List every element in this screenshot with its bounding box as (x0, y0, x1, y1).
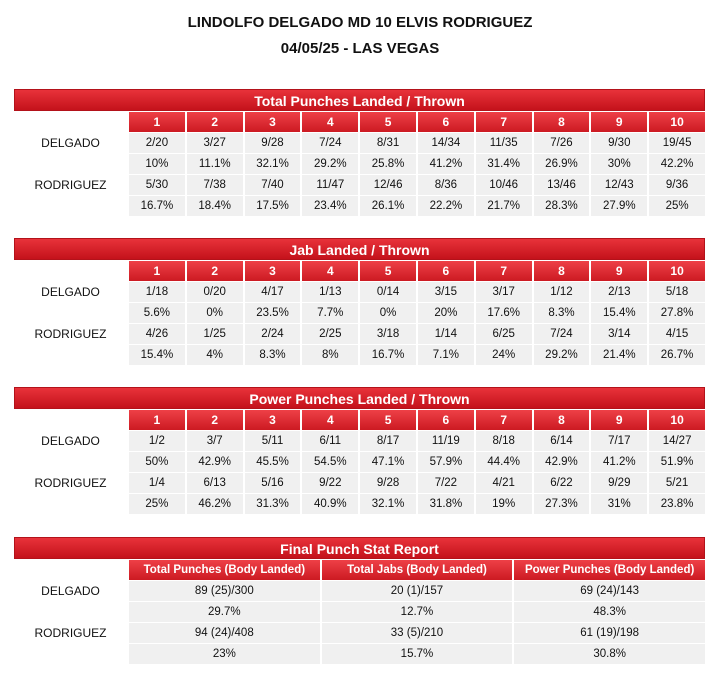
stat-table (12, 111, 707, 216)
landed-thrown-cell: 5/16 (245, 472, 301, 493)
percentage-cell: 0% (187, 302, 243, 323)
final-column-header: Total Jabs (Body Landed) (322, 559, 513, 580)
table-row (14, 622, 705, 643)
round-header: 4 (302, 111, 358, 132)
round-header: 5 (360, 409, 416, 430)
percentage-cell: 26.7% (649, 344, 705, 365)
round-header: 5 (360, 260, 416, 281)
round-header: 7 (476, 111, 532, 132)
landed-thrown-cell: 2/20 (129, 132, 185, 153)
fighter-name: DELGADO (14, 281, 127, 302)
landed-thrown-cell: 9/28 (360, 472, 416, 493)
round-header: 9 (591, 409, 647, 430)
round-header: 7 (476, 260, 532, 281)
percentage-cell: 29.2% (534, 344, 590, 365)
percentage-cell: 41.2% (418, 153, 474, 174)
percentage-cell: 42.9% (187, 451, 243, 472)
percentage-cell: 22.2% (418, 195, 474, 216)
landed-thrown-cell: 6/14 (534, 430, 590, 451)
landed-thrown-cell: 9/22 (302, 472, 358, 493)
section-title: Jab Landed / Thrown (14, 238, 705, 260)
final-count-cell: 89 (25)/300 (129, 580, 320, 601)
final-count-cell: 69 (24)/143 (514, 580, 705, 601)
landed-thrown-cell: 1/13 (302, 281, 358, 302)
percentage-cell: 10% (129, 153, 185, 174)
fighter-name: RODRIGUEZ (14, 323, 127, 344)
landed-thrown-cell: 5/18 (649, 281, 705, 302)
percentage-cell: 42.9% (534, 451, 590, 472)
landed-thrown-cell: 2/13 (591, 281, 647, 302)
landed-thrown-cell: 7/22 (418, 472, 474, 493)
final-percentage-cell: 48.3% (514, 601, 705, 622)
section-title: Final Punch Stat Report (14, 537, 705, 559)
round-header: 2 (187, 111, 243, 132)
section-title: Power Punches Landed / Thrown (14, 387, 705, 409)
landed-thrown-cell: 1/2 (129, 430, 185, 451)
round-header-row (14, 111, 705, 132)
percentage-cell: 11.1% (187, 153, 243, 174)
percentage-cell: 20% (418, 302, 474, 323)
round-header: 1 (129, 111, 185, 132)
table-row (14, 323, 705, 344)
percentage-cell: 8% (302, 344, 358, 365)
landed-thrown-cell: 14/34 (418, 132, 474, 153)
percentage-cell: 28.3% (534, 195, 590, 216)
percentage-cell: 23.4% (302, 195, 358, 216)
landed-thrown-cell: 3/18 (360, 323, 416, 344)
table-row (14, 281, 705, 302)
landed-thrown-cell: 2/25 (302, 323, 358, 344)
table-row (14, 132, 705, 153)
fighter-name: RODRIGUEZ (14, 174, 127, 195)
round-header: 1 (129, 260, 185, 281)
landed-thrown-cell: 8/18 (476, 430, 532, 451)
section-title: Total Punches Landed / Thrown (14, 89, 705, 111)
landed-thrown-cell: 0/20 (187, 281, 243, 302)
stat-table (12, 260, 707, 365)
table-row (14, 302, 705, 323)
landed-thrown-cell: 3/17 (476, 281, 532, 302)
percentage-cell: 47.1% (360, 451, 416, 472)
final-count-cell: 20 (1)/157 (322, 580, 513, 601)
percentage-cell: 44.4% (476, 451, 532, 472)
round-header: 1 (129, 409, 185, 430)
landed-thrown-cell: 3/27 (187, 132, 243, 153)
landed-thrown-cell: 11/47 (302, 174, 358, 195)
percentage-cell: 18.4% (187, 195, 243, 216)
percentage-cell: 57.9% (418, 451, 474, 472)
landed-thrown-cell: 14/27 (649, 430, 705, 451)
table-row (14, 472, 705, 493)
percentage-cell: 8.3% (245, 344, 301, 365)
percentage-cell: 27.3% (534, 493, 590, 514)
round-header: 3 (245, 111, 301, 132)
stat-table (12, 409, 707, 514)
final-percentage-cell: 29.7% (129, 601, 320, 622)
landed-thrown-cell: 1/12 (534, 281, 590, 302)
landed-thrown-cell: 4/17 (245, 281, 301, 302)
percentage-cell: 31% (591, 493, 647, 514)
page-title: LINDOLFO DELGADO MD 10 ELVIS RODRIGUEZ (187, 14, 533, 31)
fighter-name: DELGADO (14, 430, 127, 451)
round-header: 8 (534, 260, 590, 281)
round-header: 5 (360, 111, 416, 132)
landed-thrown-cell: 4/15 (649, 323, 705, 344)
landed-thrown-cell: 11/19 (418, 430, 474, 451)
landed-thrown-cell: 1/14 (418, 323, 474, 344)
table-row (14, 580, 705, 601)
percentage-cell: 32.1% (360, 493, 416, 514)
round-header: 8 (534, 111, 590, 132)
landed-thrown-cell: 2/24 (245, 323, 301, 344)
landed-thrown-cell: 6/25 (476, 323, 532, 344)
round-header: 3 (245, 260, 301, 281)
percentage-cell: 54.5% (302, 451, 358, 472)
landed-thrown-cell: 8/36 (418, 174, 474, 195)
landed-thrown-cell: 5/21 (649, 472, 705, 493)
percentage-cell: 41.2% (591, 451, 647, 472)
percentage-cell: 23.8% (649, 493, 705, 514)
landed-thrown-cell: 0/14 (360, 281, 416, 302)
round-header: 8 (534, 409, 590, 430)
final-percentage-cell: 23% (129, 643, 320, 664)
landed-thrown-cell: 6/11 (302, 430, 358, 451)
percentage-cell: 16.7% (360, 344, 416, 365)
round-header-row (14, 409, 705, 430)
percentage-cell: 30% (591, 153, 647, 174)
table-row (14, 195, 705, 216)
round-header: 9 (591, 111, 647, 132)
percentage-cell: 31.4% (476, 153, 532, 174)
final-count-cell: 94 (24)/408 (129, 622, 320, 643)
table-row (14, 493, 705, 514)
percentage-cell: 27.8% (649, 302, 705, 323)
percentage-cell: 7.7% (302, 302, 358, 323)
table-row (14, 153, 705, 174)
percentage-cell: 23.5% (245, 302, 301, 323)
final-report-section (14, 537, 705, 664)
percentage-cell: 4% (187, 344, 243, 365)
landed-thrown-cell: 7/26 (534, 132, 590, 153)
percentage-cell: 17.5% (245, 195, 301, 216)
landed-thrown-cell: 8/31 (360, 132, 416, 153)
round-header: 3 (245, 409, 301, 430)
landed-thrown-cell: 19/45 (649, 132, 705, 153)
landed-thrown-cell: 8/17 (360, 430, 416, 451)
landed-thrown-cell: 4/26 (129, 323, 185, 344)
page-subtitle: 04/05/25 - LAS VEGAS (280, 40, 440, 57)
landed-thrown-cell: 6/13 (187, 472, 243, 493)
landed-thrown-cell: 1/4 (129, 472, 185, 493)
landed-thrown-cell: 10/46 (476, 174, 532, 195)
percentage-cell: 7.1% (418, 344, 474, 365)
percentage-cell: 25.8% (360, 153, 416, 174)
percentage-cell: 5.6% (129, 302, 185, 323)
round-header: 4 (302, 260, 358, 281)
round-header: 10 (649, 260, 705, 281)
percentage-cell: 26.9% (534, 153, 590, 174)
round-header: 7 (476, 409, 532, 430)
landed-thrown-cell: 9/30 (591, 132, 647, 153)
fighter-name: RODRIGUEZ (14, 622, 127, 643)
round-header: 2 (187, 260, 243, 281)
table-row (14, 601, 705, 622)
fighter-name: DELGADO (14, 132, 127, 153)
percentage-cell: 32.1% (245, 153, 301, 174)
final-report-table (12, 559, 707, 664)
percentage-cell: 8.3% (534, 302, 590, 323)
final-percentage-cell: 12.7% (322, 601, 513, 622)
landed-thrown-cell: 7/38 (187, 174, 243, 195)
landed-thrown-cell: 13/46 (534, 174, 590, 195)
percentage-cell: 15.4% (129, 344, 185, 365)
percentage-cell: 40.9% (302, 493, 358, 514)
table-row (14, 344, 705, 365)
percentage-cell: 24% (476, 344, 532, 365)
round-header: 9 (591, 260, 647, 281)
landed-thrown-cell: 6/22 (534, 472, 590, 493)
landed-thrown-cell: 9/29 (591, 472, 647, 493)
percentage-cell: 15.4% (591, 302, 647, 323)
percentage-cell: 16.7% (129, 195, 185, 216)
round-header: 4 (302, 409, 358, 430)
stat-section (14, 387, 705, 514)
percentage-cell: 46.2% (187, 493, 243, 514)
landed-thrown-cell: 9/36 (649, 174, 705, 195)
round-header-row (14, 260, 705, 281)
percentage-cell: 25% (129, 493, 185, 514)
percentage-cell: 25% (649, 195, 705, 216)
table-row (14, 643, 705, 664)
landed-thrown-cell: 4/21 (476, 472, 532, 493)
final-column-header: Total Punches (Body Landed) (129, 559, 320, 580)
round-header: 6 (418, 409, 474, 430)
percentage-cell: 31.3% (245, 493, 301, 514)
percentage-cell: 31.8% (418, 493, 474, 514)
percentage-cell: 26.1% (360, 195, 416, 216)
final-percentage-cell: 30.8% (514, 643, 705, 664)
landed-thrown-cell: 3/14 (591, 323, 647, 344)
landed-thrown-cell: 3/15 (418, 281, 474, 302)
landed-thrown-cell: 7/17 (591, 430, 647, 451)
landed-thrown-cell: 11/35 (476, 132, 532, 153)
percentage-cell: 17.6% (476, 302, 532, 323)
final-column-header: Power Punches (Body Landed) (514, 559, 705, 580)
landed-thrown-cell: 7/24 (534, 323, 590, 344)
percentage-cell: 50% (129, 451, 185, 472)
round-header: 2 (187, 409, 243, 430)
percentage-cell: 21.4% (591, 344, 647, 365)
stat-section (14, 238, 705, 365)
fighter-name: RODRIGUEZ (14, 472, 127, 493)
landed-thrown-cell: 5/30 (129, 174, 185, 195)
percentage-cell: 42.2% (649, 153, 705, 174)
landed-thrown-cell: 12/46 (360, 174, 416, 195)
percentage-cell: 45.5% (245, 451, 301, 472)
table-row (14, 174, 705, 195)
final-header-row (14, 559, 705, 580)
percentage-cell: 0% (360, 302, 416, 323)
percentage-cell: 19% (476, 493, 532, 514)
table-row (14, 451, 705, 472)
landed-thrown-cell: 9/28 (245, 132, 301, 153)
stat-section (14, 89, 705, 216)
final-count-cell: 61 (19)/198 (514, 622, 705, 643)
percentage-cell: 51.9% (649, 451, 705, 472)
percentage-cell: 29.2% (302, 153, 358, 174)
round-header: 6 (418, 260, 474, 281)
round-header: 10 (649, 409, 705, 430)
fighter-name: DELGADO (14, 580, 127, 601)
final-count-cell: 33 (5)/210 (322, 622, 513, 643)
landed-thrown-cell: 1/18 (129, 281, 185, 302)
table-row (14, 430, 705, 451)
landed-thrown-cell: 12/43 (591, 174, 647, 195)
percentage-cell: 27.9% (591, 195, 647, 216)
landed-thrown-cell: 7/24 (302, 132, 358, 153)
percentage-cell: 21.7% (476, 195, 532, 216)
round-header: 6 (418, 111, 474, 132)
landed-thrown-cell: 7/40 (245, 174, 301, 195)
final-percentage-cell: 15.7% (322, 643, 513, 664)
landed-thrown-cell: 1/25 (187, 323, 243, 344)
landed-thrown-cell: 3/7 (187, 430, 243, 451)
round-header: 10 (649, 111, 705, 132)
landed-thrown-cell: 5/11 (245, 430, 301, 451)
